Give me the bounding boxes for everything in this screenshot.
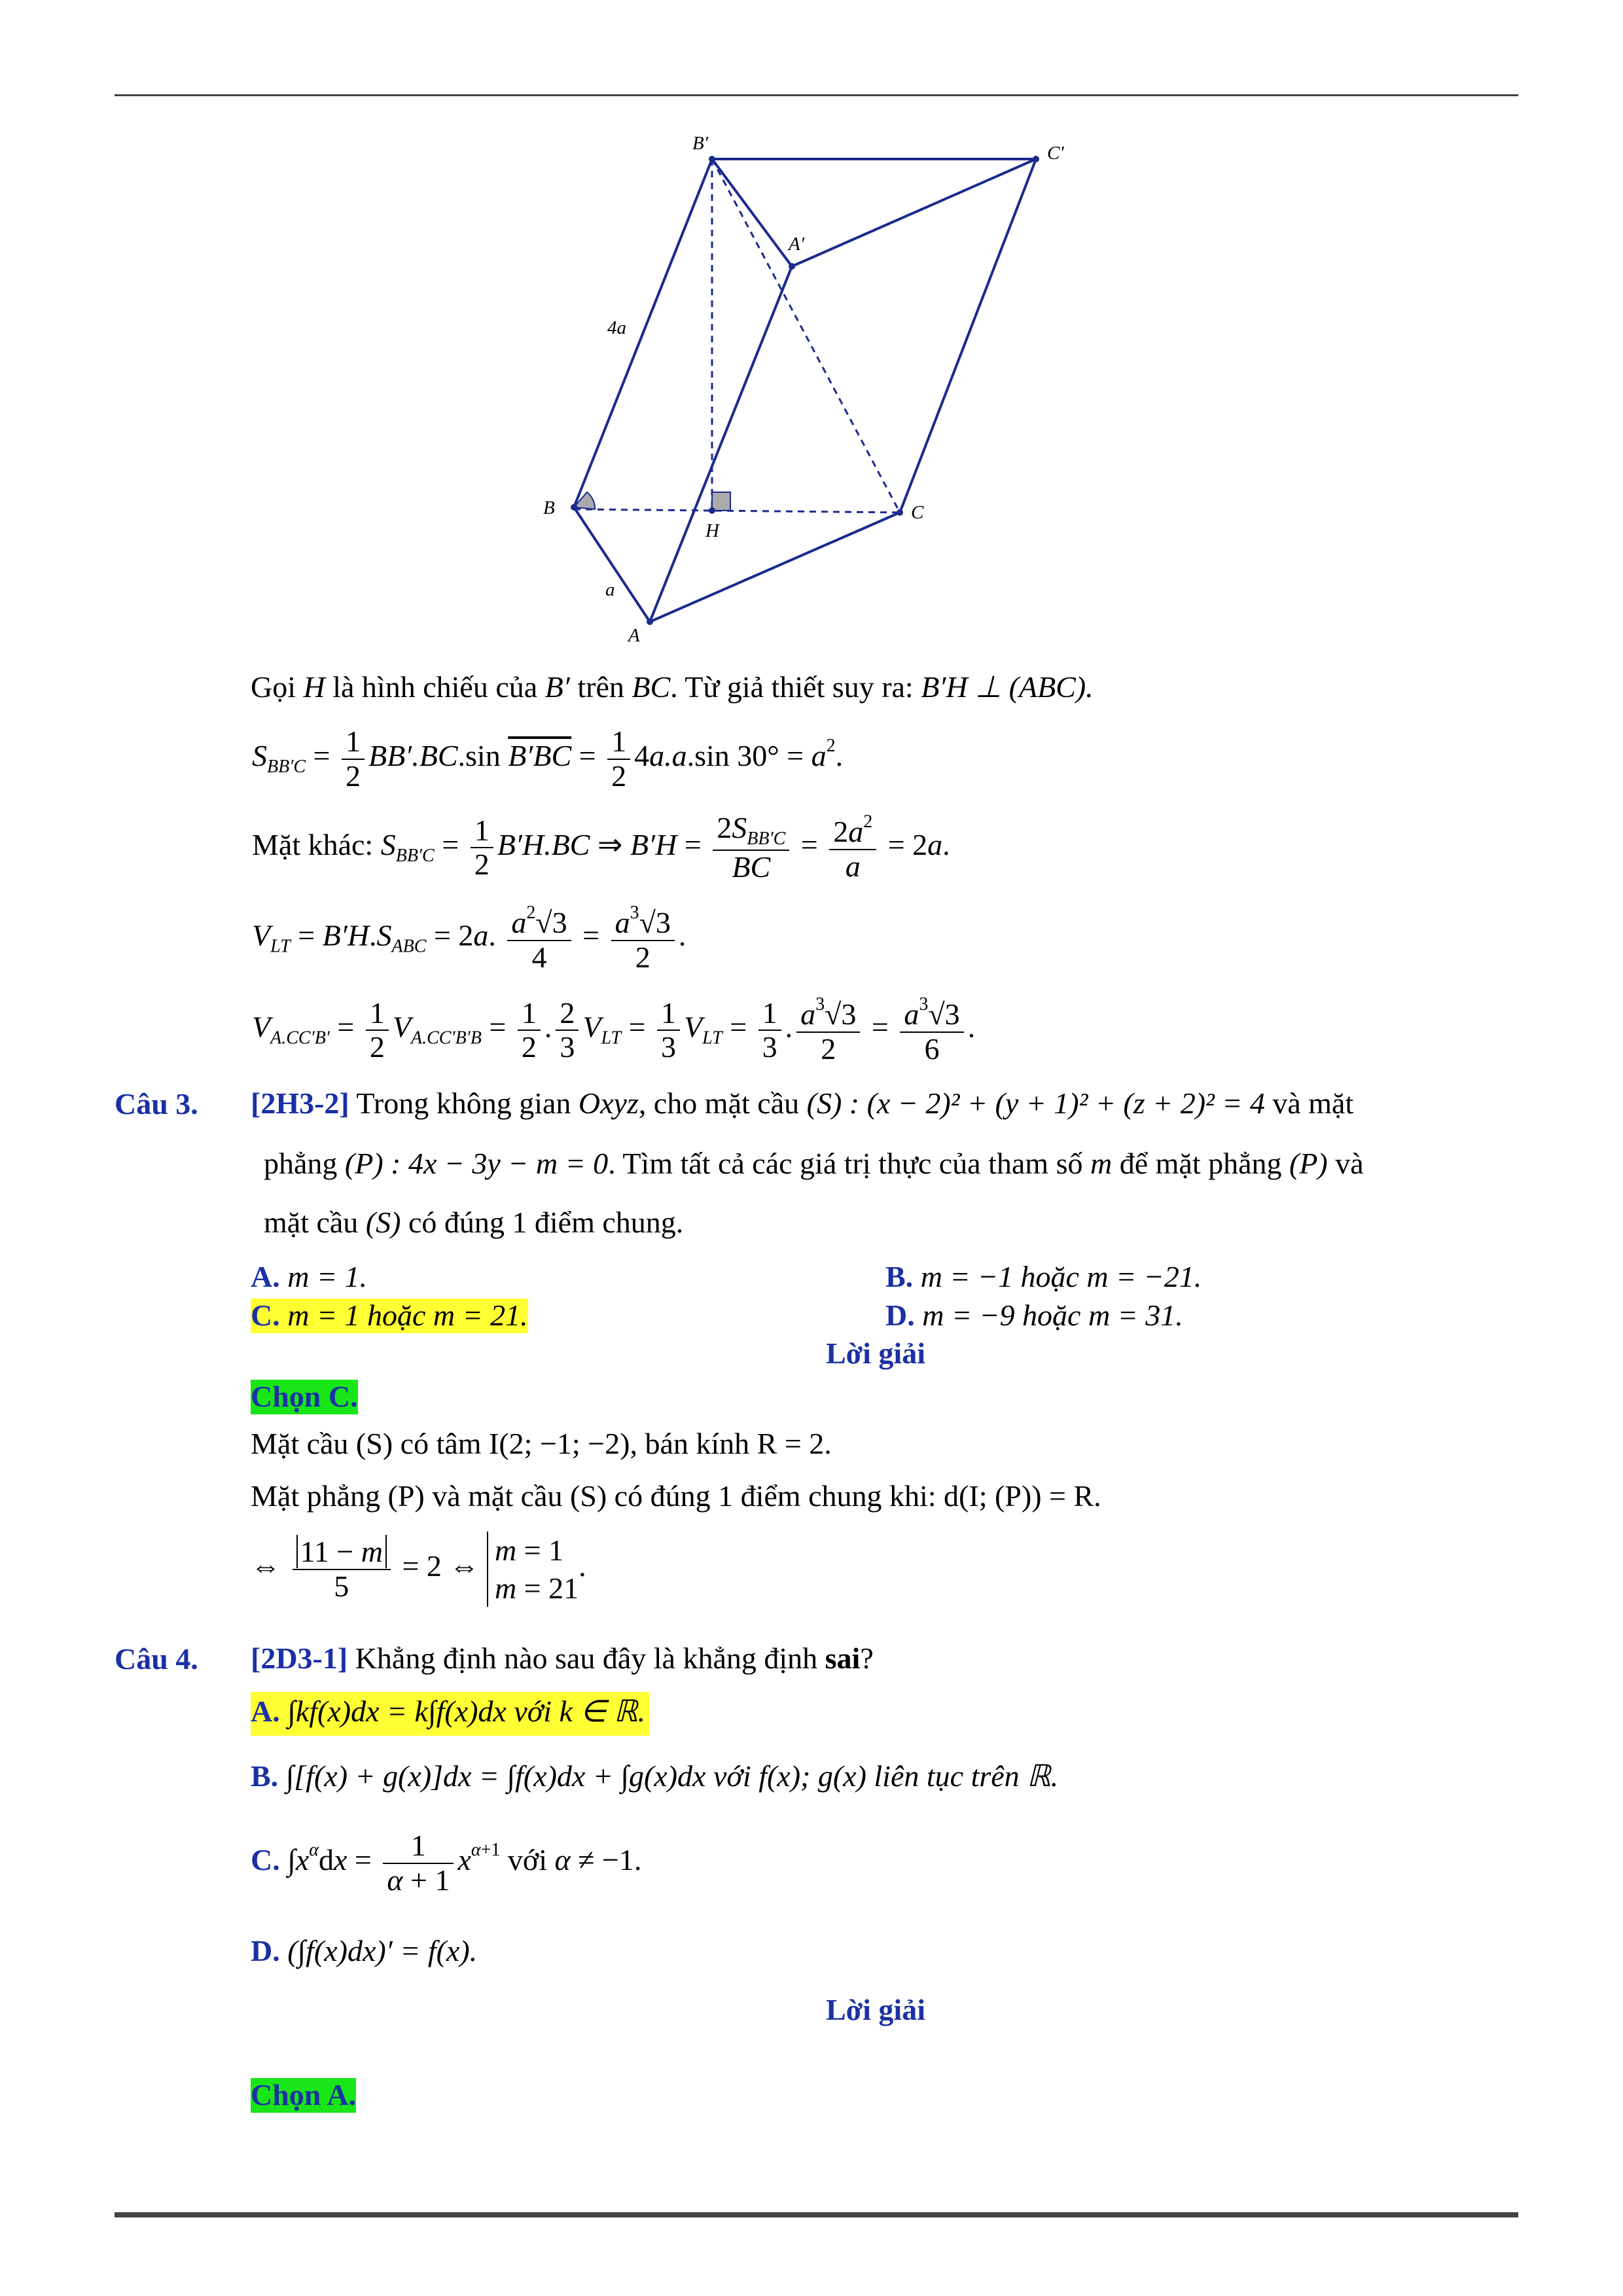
right-angle-mark-h [712,492,730,511]
label-bprime: B′ [692,133,709,154]
q4-option-b[interactable]: B. ∫[f(x) + g(x)]dx = ∫f(x)dx + ∫g(x)dx với f(x); g(x) liên tục trên ℝ. [251,1759,1059,1793]
label-b: B [543,497,555,518]
q3-option-a[interactable]: A. m = 1. [251,1260,367,1293]
label-a-edge: a [605,579,615,600]
q3-number: Câu 3. [115,1087,198,1121]
q3-sol-line2: Mặt phẳng (P) và mặt cầu (S) có đúng 1 điểm chung khi: d(I; (P)) = R. [251,1479,1101,1513]
q3-line3: mặt cầu (S) có đúng 1 điểm chung. [264,1206,684,1239]
label-c: C [911,502,924,523]
q3-line1: [2H3-2] Trong không gian Oxyz, cho mặt cầu (S) : (x − 2)² + (y + 1)² + (z + 2)² = 4 và mặt [251,1086,1354,1120]
q4-option-c[interactable]: C. $\int x^\alpha dx$ = $\frac{1}{\alpha + 1}$ $x^{\alpha+1}$ với α ≠ −1. [251,1829,642,1897]
q4-number: Câu 4. [115,1642,198,1676]
q3-option-c[interactable]: C. m = 1 hoặc m = 21. [251,1299,528,1332]
edge-b-c-dashed [574,509,900,512]
q3-loigiai: Lời giải [826,1336,925,1370]
q3-sol-line3: ⇔ $\frac{11 - m}{5}$ = 2 ⇔ m = 1 m = 21. [251,1532,586,1607]
label-a: A [628,625,640,646]
label-4a: 4a [607,317,626,338]
sol2-line2: $S_{BB'C}$ = $\frac{1}{2}$ BB′.BC.sin B′BC = $\frac{1}{2}$ 4a.a.sin $30^\circ = a^2$. [252,725,844,793]
q3-line2: phẳng (P) : 4x − 3y − m = 0. Tìm tất cả các giá trị thực của tham số m để mặt phẳng (P) và [264,1147,1364,1180]
q4-option-d[interactable]: D. (∫f(x)dx)′ = f(x). [251,1934,478,1967]
label-aprime: A′ [789,234,805,255]
q4-option-a[interactable]: A. ∫kf(x)dx = k∫f(x)dx với k ∈ ℝ. [251,1692,649,1736]
footer-rule [115,2212,1518,2217]
label-h: H [705,520,719,541]
edge-b-a [574,507,650,622]
edge-bprime-c-dashed [712,159,900,512]
edge-cprime-c [900,159,1036,512]
sol2-line3: Mặt khác: $S_{BB'C}$ = $\frac{1}{2}$ B′H.BC ⇒ B′H = $\frac{2S_{BB'C}}{BC}$ = $\frac{2a^2}{a}$ = 2a. [252,811,950,884]
q3-option-d[interactable]: D. m = −9 hoặc m = 31. [885,1299,1183,1332]
edge-aprime-cprime [792,159,1036,266]
edge-bprime-b [574,159,712,507]
sol2-line1: Gọi H là hình chiếu của B′ trên BC. Từ giả thiết suy ra: B′H ⊥ (ABC). [251,670,1094,704]
q3-sol-line1: Mặt cầu (S) có tâm I(2; −1; −2), bán kính R = 2. [251,1427,832,1460]
q4-loigiai: Lời giải [826,1993,925,2026]
q4-stem: [2D3-1] Khẳng định nào sau đây là khẳng định sai? [251,1641,874,1675]
label-cprime: C′ [1047,143,1064,164]
q3-chon: Chọn C. [251,1380,358,1413]
edge-bprime-aprime [712,159,792,266]
sol2-line5: $V_{A.CC'B'}$ = $\frac{1}{2}$ $V_{A.CC'B'B}$ = $\frac{1}{2}$ . $\frac{2}{3}$ $V_{LT}$ = $\frac{1}{3}$ $V_{LT}$ = $\frac{1}{3}$ . $\frac{a^3√3}{2}$ = $\frac{a^3√3}{6}$ . [252,994,976,1066]
sol2-line4: $V_{LT} = B'H.S_{ABC} = 2a$. $\frac{a^2√3}{4}$ = $\frac{a^3√3}{2}$ . [252,903,687,974]
prism-figure [0,0,1623,655]
q3-option-b[interactable]: B. m = −1 hoặc m = −21. [885,1260,1202,1293]
q4-chon: Chọn A. [251,2078,357,2111]
